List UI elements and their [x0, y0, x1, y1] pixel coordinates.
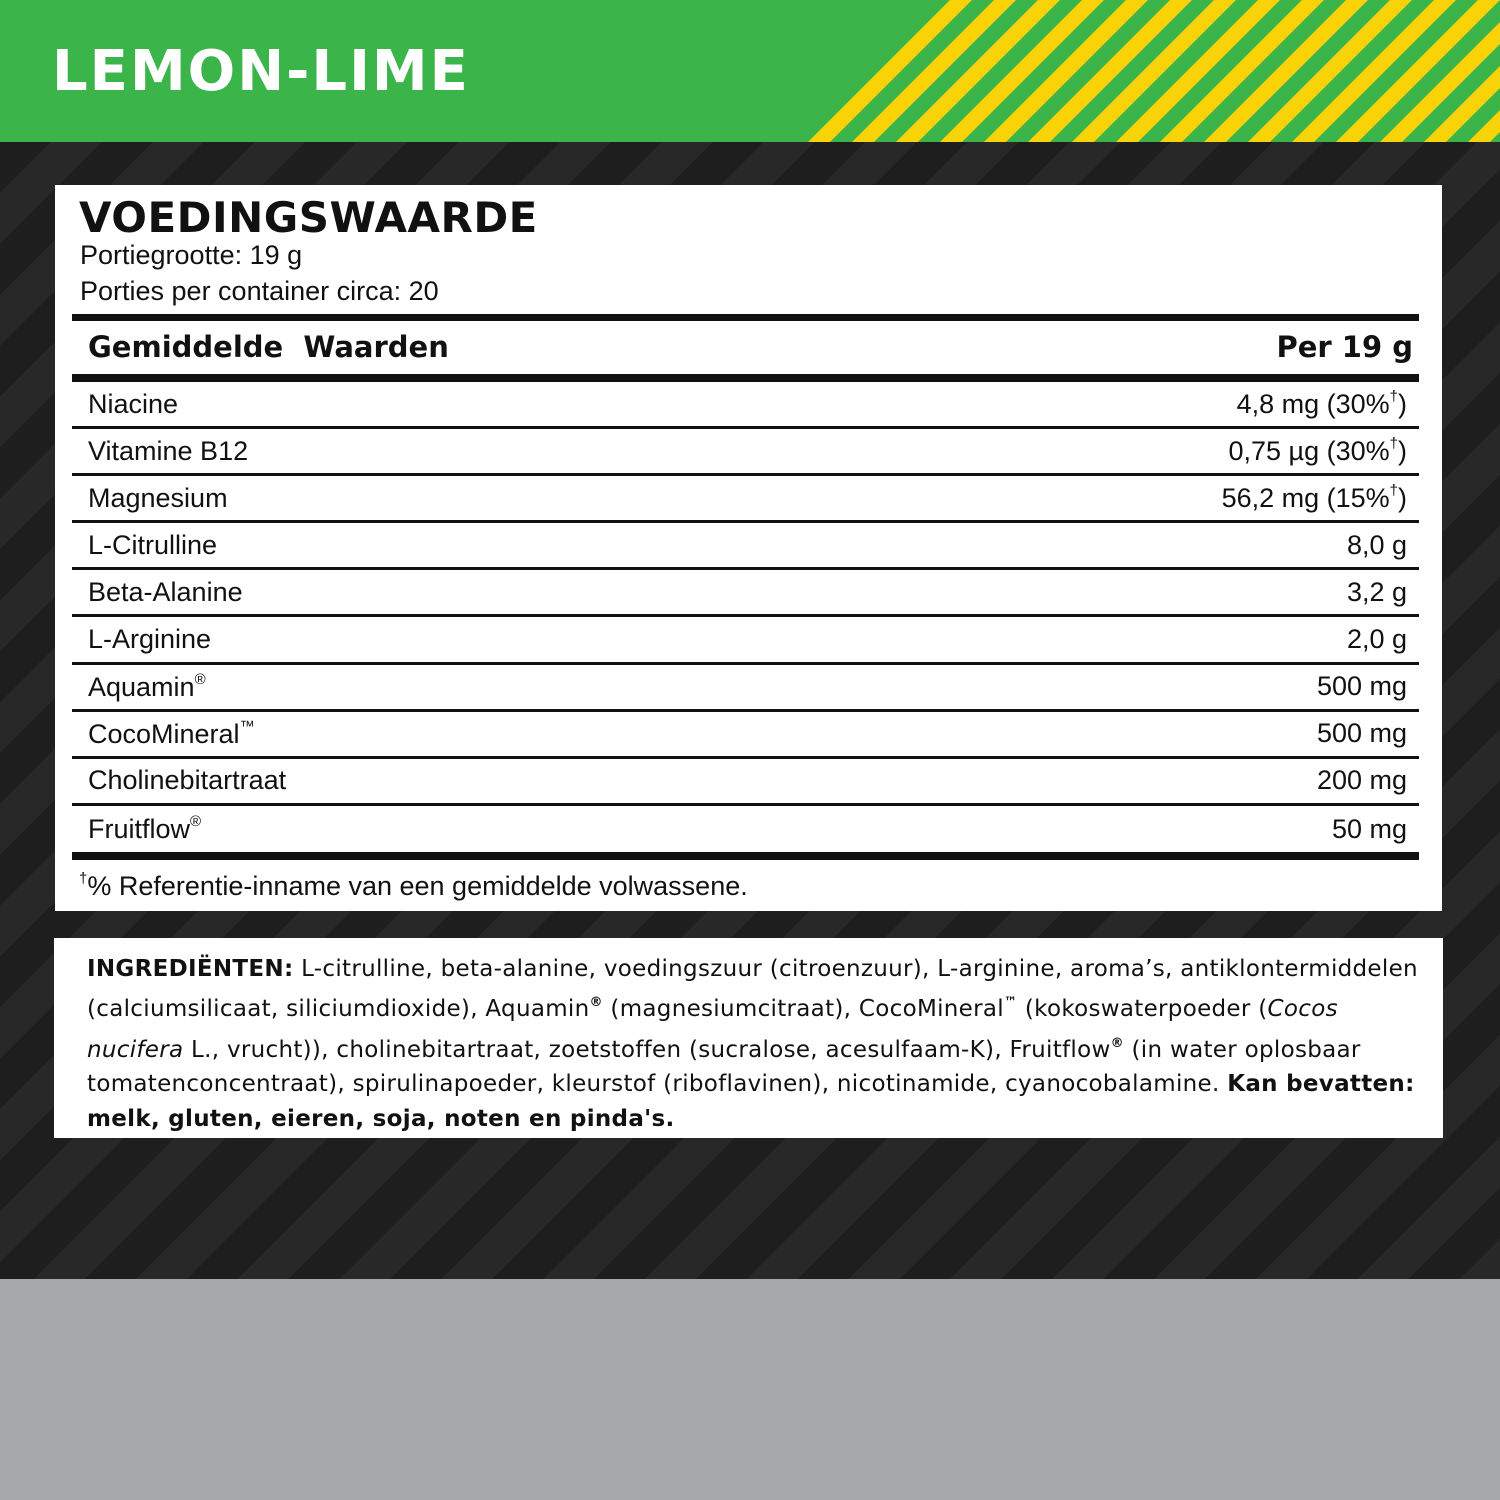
ingredients-part: (magnesiumcitraat), CocoMineral — [602, 996, 1004, 1023]
nutrient-value — [1222, 482, 1407, 514]
table-row — [72, 570, 1419, 617]
table-row — [72, 712, 1419, 759]
table-row — [72, 759, 1419, 806]
nutrient-value-text: 500 mg — [1316, 718, 1407, 749]
nutrient-value — [1317, 718, 1407, 749]
allergen-warning: Kan bevatten: melk, gluten, eieren, soja, noten en pinda's. — [87, 1071, 1415, 1132]
nutrient-name-text: CocoMineral — [88, 718, 240, 749]
nutrition-table — [72, 382, 1419, 853]
table-row — [72, 617, 1419, 664]
nutrient-name — [88, 718, 255, 750]
header-per: Per 19 g — [1276, 330, 1413, 364]
nutrition-title: VOEDINGSWAARDE — [79, 193, 538, 242]
nutrient-name — [88, 483, 228, 514]
nutrient-name — [88, 530, 217, 561]
table-row — [72, 806, 1419, 853]
divider-thick — [72, 374, 1419, 382]
trademark-mark: ® — [190, 813, 202, 831]
nutrient-value-text: 8,0 g — [1346, 529, 1407, 560]
ingredients-label: INGREDIËNTEN: — [87, 956, 294, 982]
nutrient-name-text: Magnesium — [88, 482, 228, 513]
table-row — [72, 382, 1419, 429]
nutrient-name — [88, 765, 286, 796]
nutrient-value — [1347, 624, 1407, 655]
ingredients-part: (in water oplosbaar tomatenconcentraat), spirulinapoeder, kleurstof (riboflavinen), nicotinamide, cyanocobalamine. — [87, 1036, 1361, 1098]
trademark-mark: ™ — [239, 717, 255, 735]
nutrition-facts-panel — [55, 185, 1442, 911]
ingredients-text — [87, 952, 1422, 1136]
ingredients-part: L., vrucht)), cholinebitartraat, zoetstoffen (sucralose, acesulfaam-K), Fruitflow — [183, 1036, 1111, 1063]
nutrient-name — [88, 389, 178, 420]
serving-size: Portiegrootte: 19 g — [80, 240, 303, 270]
nutrient-value — [1317, 765, 1407, 796]
nutrient-name — [88, 624, 211, 655]
nutrient-value-text: 2,0 g — [1346, 624, 1407, 655]
nutrient-value-text: 3,2 g — [1346, 576, 1407, 607]
nutrient-name-text: Cholinebitartraat — [88, 765, 287, 796]
nutrient-name-text: L-Arginine — [88, 624, 212, 655]
nutrient-value-text: 200 mg — [1316, 765, 1407, 796]
latin-name: Cocos nucifera — [87, 996, 1338, 1063]
table-header — [88, 329, 1413, 365]
footnote — [79, 871, 748, 900]
nutrient-name — [88, 671, 206, 703]
nutrient-name — [88, 436, 248, 467]
nutrient-name-text: Vitamine B12 — [88, 435, 249, 466]
dagger-mark: † — [1389, 435, 1398, 453]
nutrient-value-end: ) — [1398, 389, 1407, 420]
header-label: Gemiddelde Waarden — [88, 330, 449, 364]
ingredients-panel — [54, 938, 1443, 1138]
flavor-title: LEMON-LIME — [52, 39, 470, 104]
table-row — [72, 523, 1419, 570]
footnote-text: % Referentie-inname van een gemiddelde volwassene. — [87, 871, 748, 901]
nutrient-value — [1347, 530, 1407, 561]
nutrient-value-end: ) — [1398, 483, 1407, 514]
divider-thick — [72, 314, 1419, 321]
nutrient-name-text: Aquamin — [88, 671, 195, 702]
nutrient-name-text: Niacine — [88, 388, 179, 419]
nutrient-value — [1332, 814, 1407, 845]
nutrient-value-end: ) — [1398, 436, 1407, 467]
registered-mark: ® — [589, 995, 603, 1011]
nutrient-name-text: Beta-Alanine — [88, 576, 243, 607]
trademark-mark: ™ — [1003, 995, 1018, 1011]
nutrient-value-text: 500 mg — [1316, 671, 1407, 702]
nutrient-value-text: 56,2 mg (15% — [1221, 483, 1390, 514]
dagger-mark: † — [1389, 482, 1398, 500]
nutrient-name — [88, 577, 243, 608]
nutrient-value-text: 0,75 µg (30% — [1228, 436, 1390, 467]
nutrient-value — [1229, 435, 1408, 467]
trademark-mark: ® — [194, 670, 206, 688]
nutrient-name — [88, 813, 201, 845]
divider-thick — [72, 852, 1419, 860]
registered-mark: ® — [1110, 1035, 1124, 1051]
table-row — [72, 665, 1419, 712]
nutrient-name-text: L-Citrulline — [88, 529, 218, 560]
table-row — [72, 429, 1419, 476]
footnote-mark: † — [79, 870, 88, 887]
table-row — [72, 476, 1419, 523]
nutrient-value-text: 4,8 mg (30% — [1236, 389, 1390, 420]
nutrient-value — [1317, 671, 1407, 702]
dagger-mark: † — [1389, 388, 1398, 406]
ingredients-part: (kokoswaterpoeder ( — [1017, 996, 1268, 1023]
flavor-banner — [0, 0, 1500, 142]
nutrient-value-text: 50 mg — [1331, 813, 1407, 844]
nutrient-name-text: Fruitflow — [88, 814, 191, 845]
nutrient-value — [1347, 577, 1407, 608]
nutrient-value — [1237, 388, 1407, 420]
ingredients-part: L-citrulline, beta-alanine, voedingszuur (citroenzuur), L-arginine, aroma’s, antiklontermiddelen (calciumsilicaat, siliciumdioxide), Aquamin — [87, 956, 1418, 1023]
servings-per-container: Porties per container circa: 20 — [80, 276, 439, 306]
